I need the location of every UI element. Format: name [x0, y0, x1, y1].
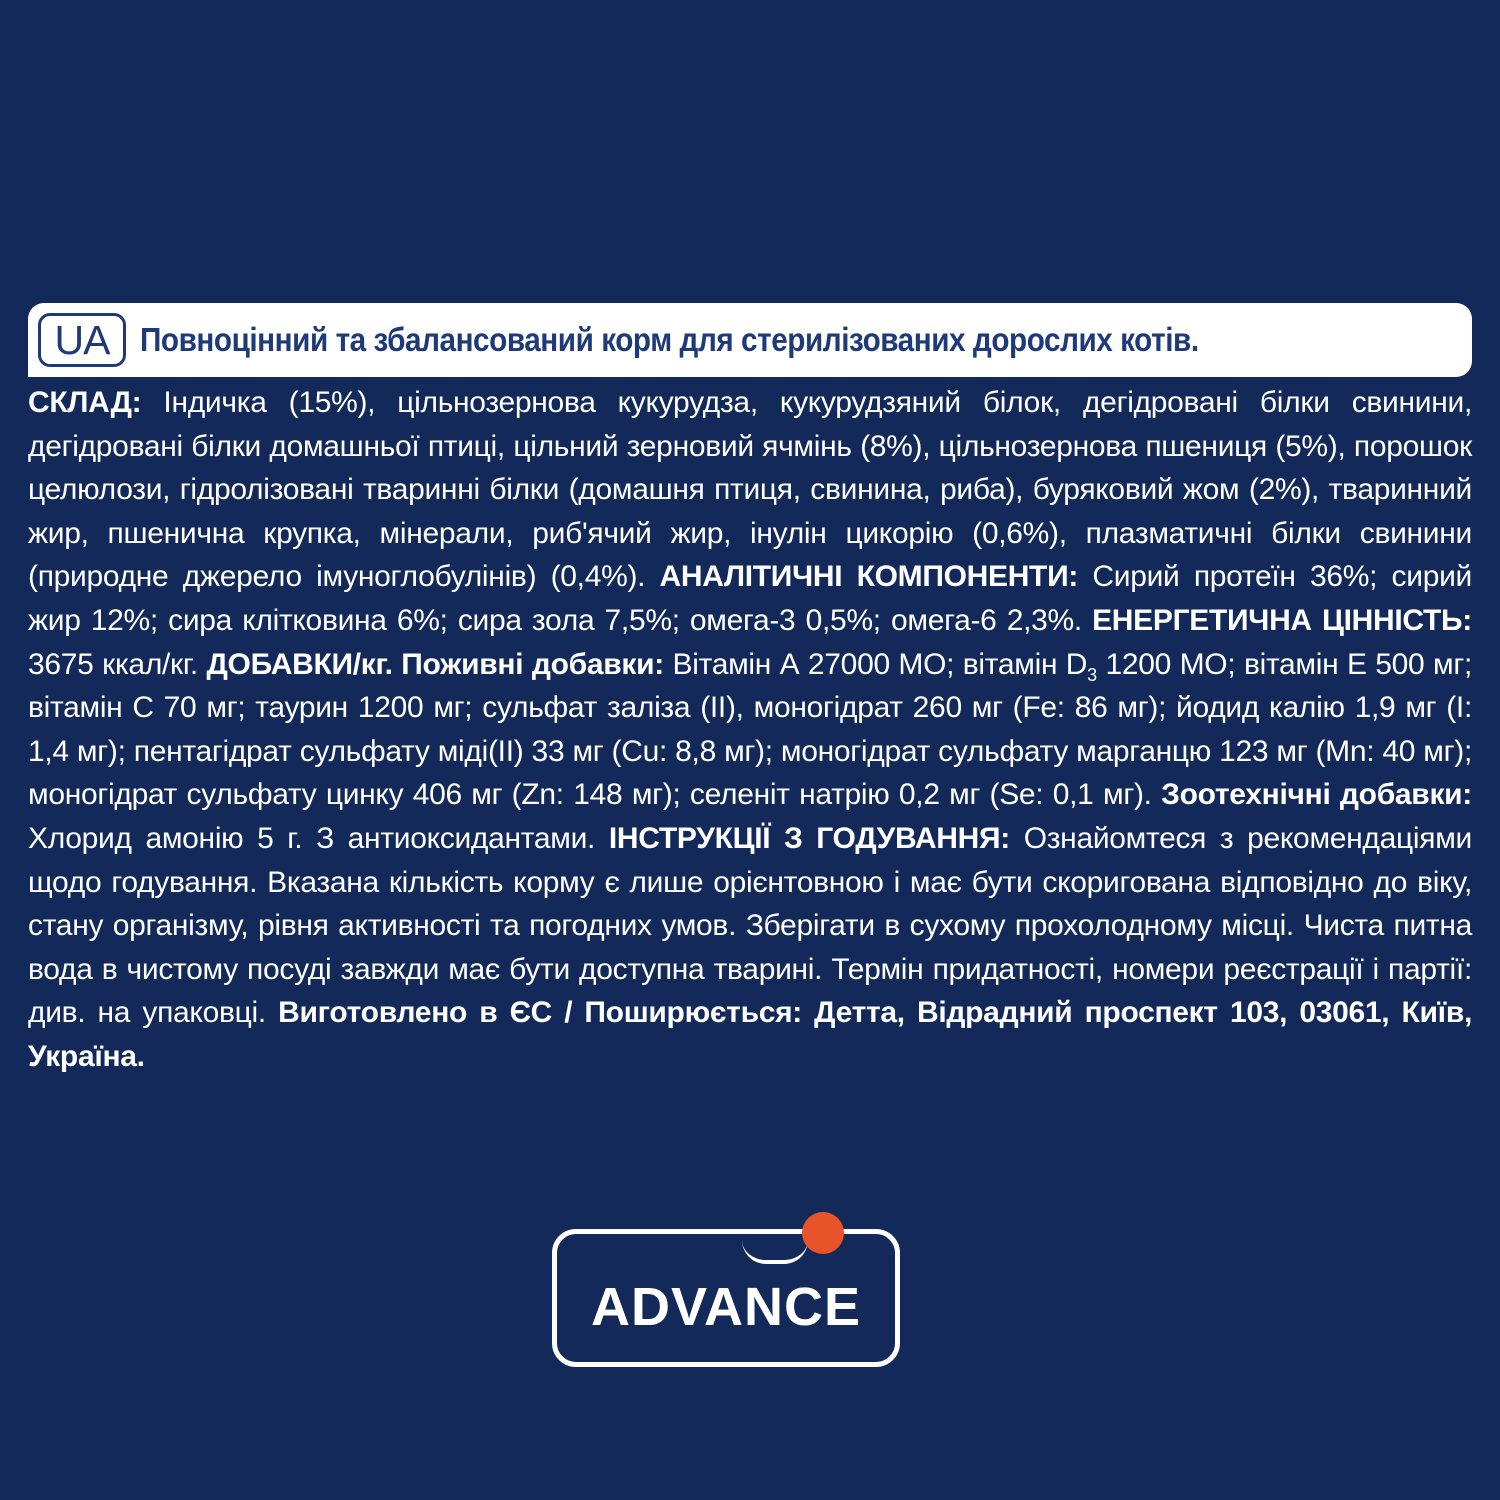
advance-logo — [552, 1229, 900, 1367]
energy-text: 3675 ккал/кг. — [28, 647, 207, 681]
header-banner — [28, 303, 1472, 377]
origin-text: Виготовлено в ЄС / Поширюється: Детта, Відрадний проспект 103, 03061, Київ, Україна. — [28, 996, 1473, 1073]
logo-brand-name: ADVANCE — [590, 1277, 861, 1337]
feeding-text: Ознайомтеся з рекомендаціями щодо годування. Вказана кількість корму є лише орієнтовною і має бути скоригована відповідно до віку, стану організму, рівня активності та погодних умов. Зберігати в сухому прохолодному місці. Чиста питна вода в чистому посуді завжди має бути доступна тварині. Термін придатності, номери реєстрації і партії: див. на упаковці. — [28, 821, 1472, 1030]
additives-text-b: 1200 МО; вітамін Е 500 мг; вітамін С 70 мг; таурин 1200 мг; сульфат заліза (II), моногідрат 260 мг (Fe: 86 мг); йодид калію 1,9 мг (I: 1,4 мг); пентагідрат сульфату міді(II) 33 мг (Cu: 8,8 мг); моногідрат сульфату марганцю 123 мг (Mn: 40 мг); моногідрат сульфату цинку 406 мг (Zn: 148 мг); селеніт натрію 0,2 мг (Se: 0,1 мг). — [28, 647, 1472, 812]
language-badge: UA — [38, 313, 126, 367]
additives-text-a: Вітамін А 27000 МО; вітамін D — [663, 647, 1088, 681]
feeding-heading: ІНСТРУКЦІЇ З ГОДУВАННЯ: — [608, 821, 1010, 855]
energy-heading: ЕНЕРГЕТИЧНА ЦІННІСТЬ: — [1092, 603, 1472, 637]
logo-dot-icon — [802, 1212, 844, 1254]
banner-title: Повноцінний та збалансований корм для стерилізованих дорослих котів. — [140, 321, 1199, 358]
logo-arc-icon — [742, 1240, 808, 1264]
zootech-heading: Зоотехнічні добавки: — [1161, 778, 1472, 812]
composition-heading: СКЛАД: — [28, 386, 142, 419]
zootech-text: Хлорид амонію 5 г. З антиоксидантами. — [28, 821, 609, 855]
additives-subscript: 3 — [1087, 664, 1097, 685]
analytic-heading: АНАЛІТИЧНІ КОМПОНЕНТИ: — [659, 560, 1079, 594]
analytic-text: Сирий протеїн 36%; сирий жир 12%; сира клітковина 6%; сира зола 7,5%; омега-3 0,5%; омега-6 2,3%. — [28, 560, 1473, 637]
additives-heading: ДОБАВКИ/кг. Поживні добавки: — [206, 647, 664, 681]
composition-text: Індичка (15%), цільнозернова кукурудза, кукурудзяний білок, дегідровані білки свинини, дегідровані білки домашньої птиці, цільний зерновий ячмінь (8%), цільнозернова пшениця (5%), порошок целюлози, гідролізовані тваринні білки (домашня птиця, свинина, риба), буряковий жом (2%), тваринний жир, пшенична крупка, мінерали, риб'ячий жир, інулін цикорію (0,6%), плазматичні білки свинини (природне джерело імуноглобулінів) (0,4%). — [28, 386, 1472, 594]
label-text — [28, 381, 1472, 1079]
